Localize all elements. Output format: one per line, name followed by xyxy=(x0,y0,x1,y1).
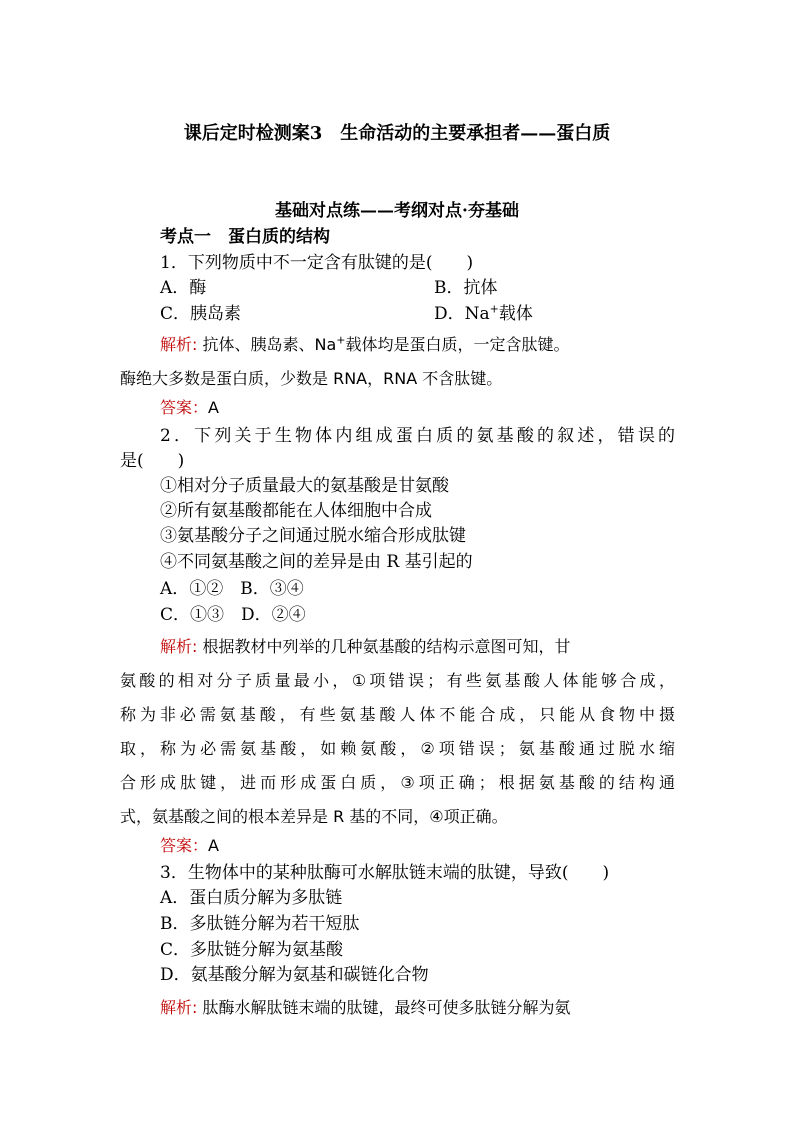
q1-option-c: C．胰岛素 xyxy=(160,304,242,324)
q2-options-row2: C．①③ D．②④ xyxy=(160,605,306,625)
section-heading: 基础对点练——考纲对点·夯基础 xyxy=(275,201,519,221)
answer-label: 答案： xyxy=(160,836,209,855)
q2-analysis-line1: 解析: 根据教材中列举的几种氨基酸的结构示意图可知，甘 xyxy=(160,637,571,656)
q3-option-d: D．氨基酸分解为氨基和碳链化合物 xyxy=(160,965,429,985)
q1-analysis-line2: 酶绝大多数是蛋白质，少数是 RNA，RNA 不含肽键。 xyxy=(120,369,503,388)
analysis-label: 解析: xyxy=(160,335,198,354)
q3-option-c: C．多肽链分解为氨基酸 xyxy=(160,940,344,960)
q3-option-b: B．多肽链分解为若干短肽 xyxy=(160,914,360,934)
q2-options-row1: A．①② B．③④ xyxy=(160,579,304,599)
analysis-label: 解析: xyxy=(160,998,198,1017)
kaodian-heading: 考点一 蛋白质的结构 xyxy=(160,227,330,247)
q3-stem: 3．生物体中的某种肽酶可水解肽链末端的肽键，导致( ) xyxy=(160,863,610,883)
analysis-label: 解析: xyxy=(160,637,198,656)
q2-analysis-line2: 氨酸的相对分子质量最小，①项错误；有些氨基酸人体能够合成， xyxy=(120,671,675,690)
q2-analysis-line6: 式，氨基酸之间的根本差异是 R 基的不同，④项正确。 xyxy=(120,807,508,826)
q1-answer: 答案：A xyxy=(160,398,219,417)
q1-options-row1 xyxy=(160,276,560,300)
q2-statement-2: ②所有氨基酸都能在人体细胞中合成 xyxy=(160,501,432,521)
q1-analysis-line1: 解析: 抗体、胰岛素、Na+载体均是蛋白质，一定含肽键。 xyxy=(160,333,570,354)
q1-option-b: B．抗体 xyxy=(434,278,498,298)
q2-statement-1: ①相对分子质量最大的氨基酸是甘氨酸 xyxy=(160,476,449,496)
q2-analysis-line4: 取，称为必需氨基酸，如赖氨酸，②项错误；氨基酸通过脱水缩 xyxy=(120,739,675,758)
q2-stem-line2: 是( ) xyxy=(120,451,185,471)
q2-statement-3: ③氨基酸分子之间通过脱水缩合形成肽键 xyxy=(160,526,466,546)
q2-answer: 答案：A xyxy=(160,836,219,855)
q2-analysis-line5: 合形成肽键，进而形成蛋白质，③项正确；根据氨基酸的结构通 xyxy=(120,773,675,792)
q3-analysis-line1: 解析: 肽酶水解肽链末端的肽键，最终可使多肽链分解为氨 xyxy=(160,998,571,1017)
answer-label: 答案： xyxy=(160,398,209,417)
q2-analysis-line3: 称为非必需氨基酸，有些氨基酸人体不能合成，只能从食物中摄 xyxy=(120,705,675,724)
q1-option-a: A．酶 xyxy=(160,278,207,298)
q1-option-d: D．Na+载体 xyxy=(434,302,533,324)
q1-stem: 1．下列物质中不一定含有肽键的是( ) xyxy=(160,253,474,273)
q2-statement-4: ④不同氨基酸之间的差异是由 R 基引起的 xyxy=(160,552,473,572)
q3-option-a: A．蛋白质分解为多肽链 xyxy=(160,888,343,908)
page-title: 课后定时检测案3 生命活动的主要承担者——蛋白质 xyxy=(183,123,611,144)
q1-options-row2 xyxy=(160,302,560,326)
q2-stem-line1: 2．下列关于生物体内组成蛋白质的氨基酸的叙述，错误的 xyxy=(160,426,675,446)
